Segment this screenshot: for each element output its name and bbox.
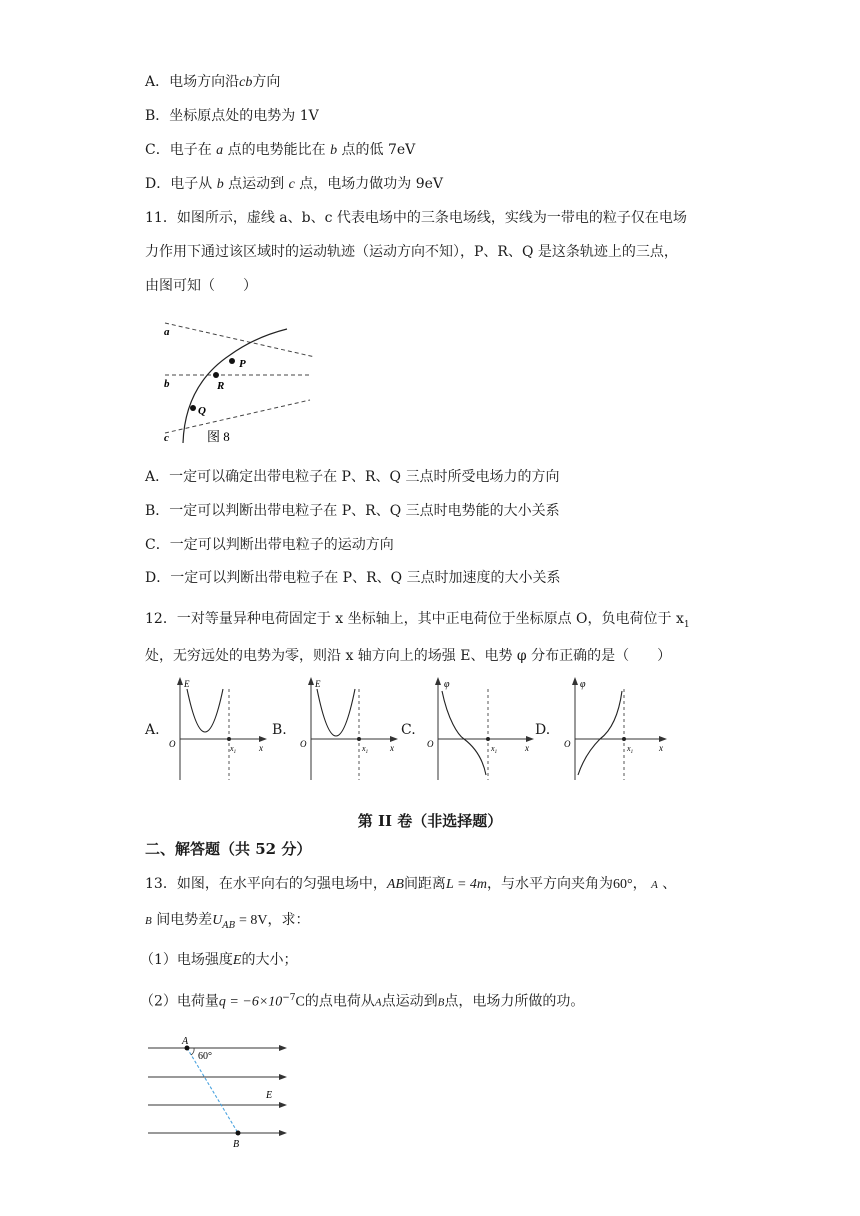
phi-curve — [442, 691, 486, 775]
label-q: Q — [198, 405, 206, 417]
svg-text:x: x — [390, 743, 394, 753]
svg-text:φ: φ — [580, 679, 586, 690]
label-a: a — [164, 326, 170, 338]
q12-stem-line-2: 处，无穷远处的电势为零，则沿 x 轴方向上的场强 E、电势 φ 分布正确的是（ ） — [145, 648, 672, 664]
q11-option-d: D．一定可以判断出带电粒子在 P、R、Q 三点时加速度的大小关系 — [145, 570, 561, 586]
q11-stem-line-2: 力作用下通过该区域时的运动轨迹（运动方向不知），P、R、Q 是这条轨迹上的三点， — [145, 244, 678, 260]
svg-text:x1: $x_1$ — [362, 744, 369, 755]
svg-text:x: x — [259, 743, 263, 753]
svg-text:O: O — [169, 739, 176, 749]
point-r — [213, 372, 219, 378]
volume-title: 第 II 卷（非选择题） — [357, 812, 503, 830]
svg-text:O: O — [427, 739, 434, 749]
field-line-a — [165, 323, 315, 357]
q12-option-a-label: A. — [145, 722, 160, 738]
part-title: 二、解答题（共 52 分） — [145, 840, 312, 858]
svg-text:x1: $x_1$ — [491, 744, 498, 755]
q12-graph-a — [165, 675, 270, 785]
q12-stem-line-1: 12．一对等量异种电荷固定于 x 坐标轴上，其中正电荷位于坐标原点 O，负电荷位于 $x_1$ — [145, 611, 690, 630]
q13-stem-line-1: 13．如图，在水平向右的匀强电场中，AB间距离L = 4m，与水平方向夹角为60°， A 、 — [145, 876, 677, 892]
q11-stem-line-3: 由图可知（ ） — [145, 278, 257, 294]
q13-part-2: （2）电荷量$q = -6\times 10^{-7}C$的点电荷从A点运动到B点，电场力所做的功。 — [140, 993, 585, 1010]
point-q — [190, 405, 196, 411]
q12-option-c-label: C. — [401, 722, 416, 738]
svg-text:x1: $x_1$ — [230, 744, 237, 755]
q12-graph-b — [296, 675, 401, 785]
q11-option-b: B．一定可以判断出带电粒子在 P、R、Q 三点时电势能的大小关系 — [145, 503, 560, 519]
svg-text:E: E — [184, 679, 190, 689]
point-p — [229, 358, 235, 364]
q10-option-c: C．电子在 a 点的电势能比在 b 点的低 7eV — [145, 142, 416, 158]
q12-option-d-label: D. — [535, 722, 551, 738]
q11-option-c: C．一定可以判断出带电粒子的运动方向 — [145, 537, 394, 553]
q10-option-a: A．电场方向沿cb方向 — [145, 74, 281, 90]
q11-figure — [155, 315, 325, 445]
point-b — [236, 1131, 241, 1136]
q12-option-b-label: B. — [272, 722, 287, 738]
label-c: c — [164, 432, 169, 444]
q11-option-a: A．一定可以确定出带电粒子在 P、R、Q 三点时所受电场力的方向 — [145, 469, 560, 485]
e-curve — [317, 689, 355, 736]
q12-graph-d — [560, 675, 675, 785]
trajectory — [183, 329, 287, 443]
q10-option-b: B．坐标原点处的电势为 1V — [145, 108, 319, 124]
figure-caption: 图 8 — [207, 429, 230, 444]
q13-stem-line-2: B 间电势差$U_{AB} = 8V$，求： — [145, 912, 310, 931]
svg-text:E: E — [266, 1090, 273, 1101]
phi-curve — [578, 691, 622, 775]
svg-text:E: E — [315, 679, 321, 689]
svg-text:O: O — [300, 739, 307, 749]
segment-ab — [187, 1048, 238, 1133]
q13-figure — [140, 1035, 300, 1155]
label-r: R — [217, 380, 225, 392]
q11-stem-line-1: 11．如图所示，虚线 a、b、c 代表电场中的三条电场线，实线为一带电的粒子仅在电场 — [145, 210, 687, 226]
svg-text:x: x — [525, 743, 529, 753]
angle-arc — [191, 1048, 194, 1055]
label-p: P — [239, 358, 246, 370]
svg-text:A: A — [182, 1036, 189, 1047]
q13-part-1: （1）电场强度E的大小； — [140, 952, 298, 968]
svg-text:x: x — [659, 743, 663, 753]
q12-graph-c — [424, 675, 539, 785]
q10-option-d: D．电子从 b 点运动到 c 点，电场力做功为 9eV — [145, 176, 444, 192]
svg-text:B: B — [233, 1139, 240, 1150]
e-curve — [187, 689, 223, 732]
svg-text:x1: $x_1$ — [627, 744, 634, 755]
svg-text:φ: φ — [444, 679, 450, 690]
label-b: b — [164, 378, 170, 390]
svg-text:O: O — [564, 739, 571, 749]
svg-text:60°: 60° — [198, 1051, 212, 1062]
